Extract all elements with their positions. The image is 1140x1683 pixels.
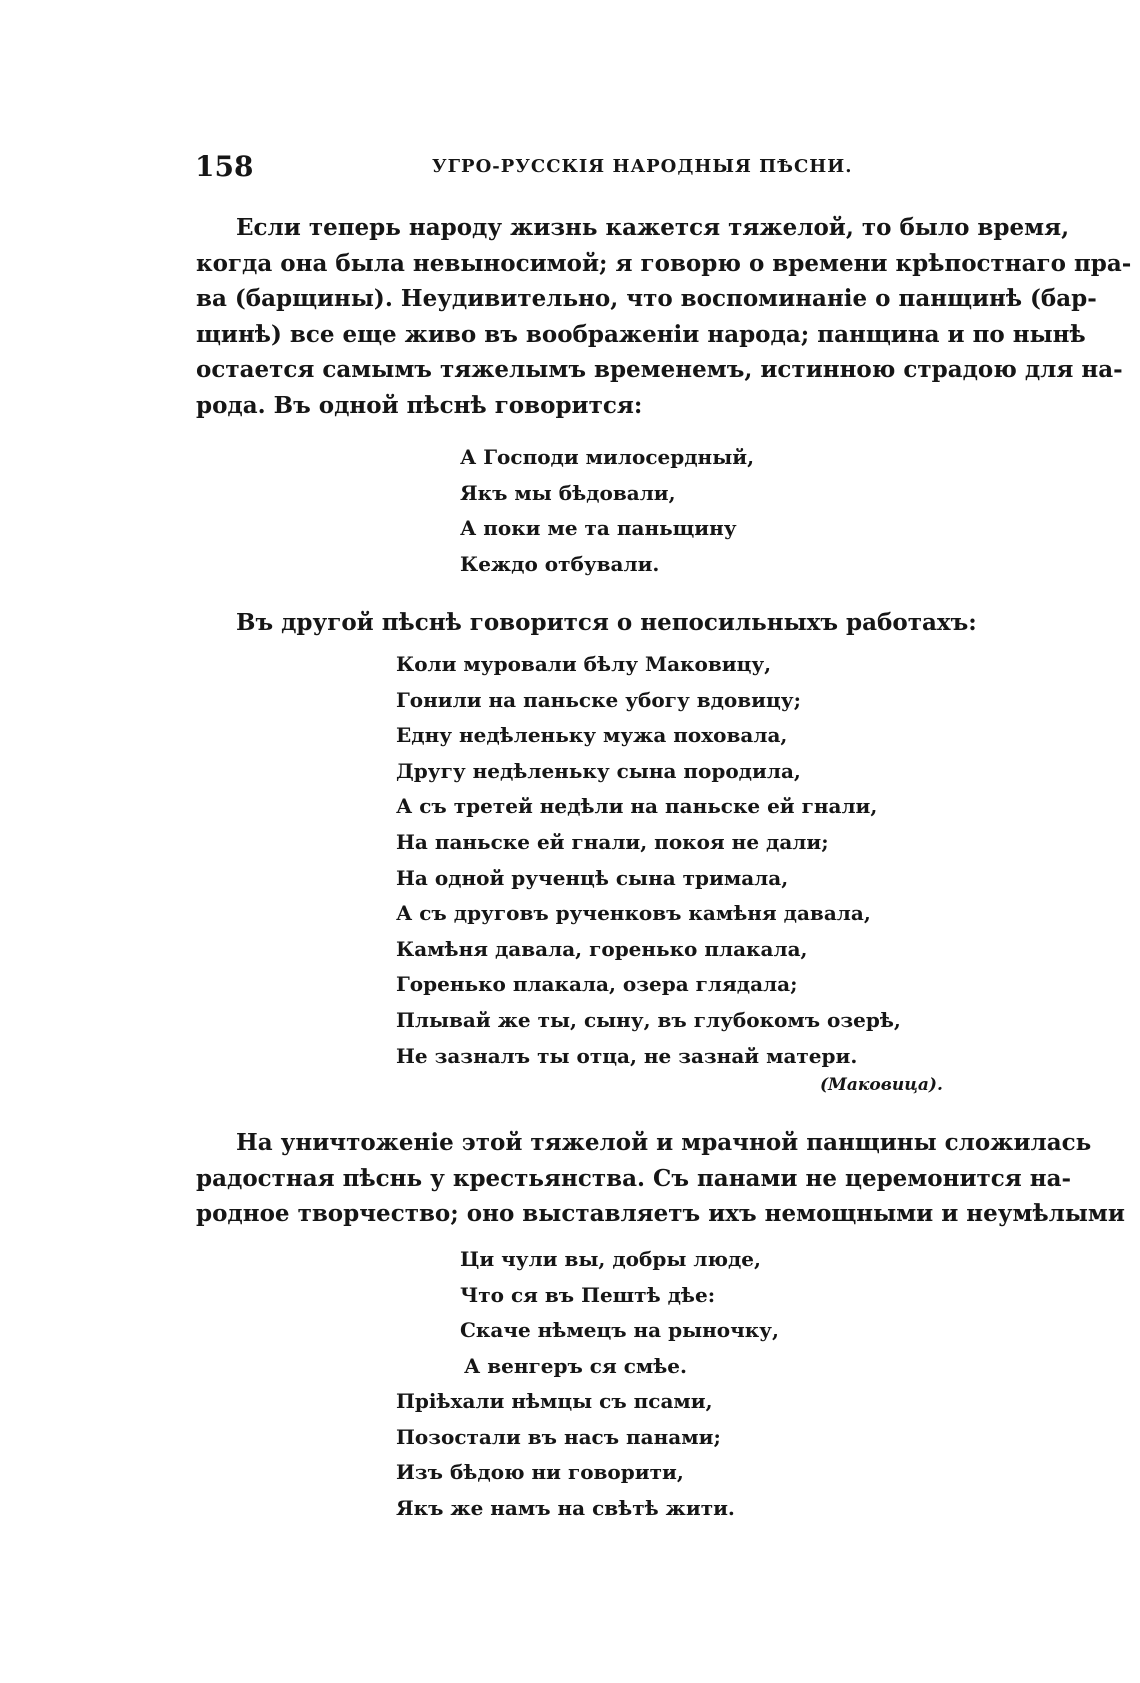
verse-line: Гонили на паньске убогу вдовицу; xyxy=(396,687,801,712)
text-line: ва (барщины). Неудивительно, что воспоминаніе о панщинѣ (бар- xyxy=(196,285,1097,313)
verse-line: На одной рученцѣ сына тримала, xyxy=(396,865,789,890)
text-line: рода. Въ одной пѣснѣ говорится: xyxy=(196,391,643,419)
page-number: 158 xyxy=(195,150,254,183)
text-line: радостная пѣснь у крестьянства. Съ панами не церемонится на- xyxy=(196,1164,1072,1192)
text-line: остается самымъ тяжелымъ временемъ, истинною страдою для на- xyxy=(196,356,1123,384)
verse-3a xyxy=(460,1242,779,1384)
verse-line: Другу недѣленьку сына породила, xyxy=(396,758,801,783)
verse-line: А венгеръ ся смѣе. xyxy=(464,1353,687,1378)
verse-line: Пріѣхали нѣмцы съ псами, xyxy=(396,1389,713,1413)
verse-line: На паньске ей гнали, покоя не дали; xyxy=(396,829,829,854)
verse-line: А съ третей недѣли на паньске ей гнали, xyxy=(396,794,878,819)
verse-line: Позостали въ насъ панами; xyxy=(396,1424,721,1449)
verse-line: Коли муровали бѣлу Маковицу, xyxy=(396,652,772,676)
text-line: щинѣ) все еще живо въ воображеніи народа; панщина и по нынѣ xyxy=(196,320,1086,348)
text-line: Въ другой пѣснѣ говорится о непосильныхъ работахъ: xyxy=(236,609,977,636)
verse-line: Скаче нѣмецъ на рыночку, xyxy=(460,1318,779,1343)
verse-line: А Господи милосердный, xyxy=(460,445,755,469)
verse-line: Якъ же намъ на свѣтѣ жити. xyxy=(396,1495,735,1520)
paragraph-2 xyxy=(196,605,992,641)
text-line: когда она была невыносимой; я говорю о времени крѣпостнаго пра- xyxy=(196,249,1132,277)
text-line: родное творчество; оно выставляетъ ихъ немощными и неумѣлыми xyxy=(196,1200,1125,1228)
text-line: Если теперь народу жизнь кажется тяжелой, то было время, xyxy=(236,214,1070,241)
verse-1 xyxy=(460,440,754,582)
paragraph-1 xyxy=(196,210,1132,424)
verse-line: Камѣня давала, горенько плакала, xyxy=(396,936,808,961)
verse-line: Ци чули вы, добры люде, xyxy=(460,1247,761,1271)
verse-3b xyxy=(396,1384,735,1526)
verse-line: Не зазналъ ты отца, не зазнай матери. xyxy=(396,1043,858,1068)
text-line: На уничтоженіе этой тяжелой и мрачной панщины сложилась xyxy=(236,1129,1092,1156)
running-title: УГРО-РУССКІЯ НАРОДНЫЯ ПѢСНИ. xyxy=(432,156,853,177)
verse-line: Якъ мы бѣдовали, xyxy=(460,480,676,505)
verse-line: Кеждо отбували. xyxy=(460,551,660,576)
verse-2 xyxy=(396,647,901,1074)
verse-line: А съ друговъ рученковъ камѣня давала, xyxy=(396,901,871,926)
verse-attribution: (Маковица). xyxy=(820,1075,943,1095)
verse-line: Едну недѣленьку мужа поховала, xyxy=(396,723,788,748)
verse-line: Изъ бѣдою ни говорити, xyxy=(396,1460,684,1485)
paragraph-3 xyxy=(196,1125,1125,1232)
page-header xyxy=(195,150,990,190)
verse-line: А поки ме та паньщину xyxy=(460,516,737,541)
verse-line: Горенько плакала, озера глядала; xyxy=(396,972,798,997)
verse-line: Плывай же ты, сыну, въ глубокомъ озерѣ, xyxy=(396,1007,901,1032)
verse-line: Что ся въ Пештѣ дѣе: xyxy=(460,1282,716,1307)
